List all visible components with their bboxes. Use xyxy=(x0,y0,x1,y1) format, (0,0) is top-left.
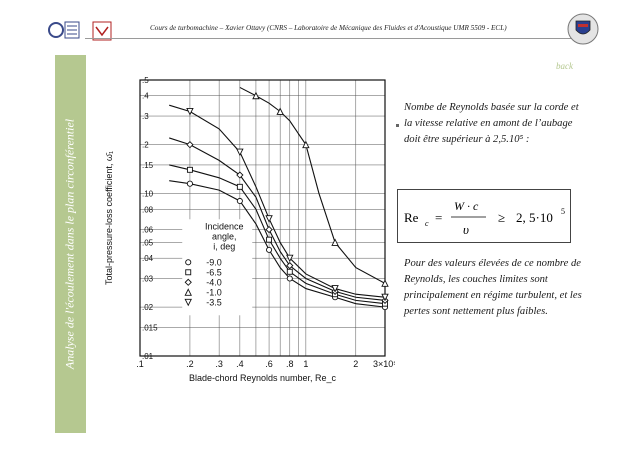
data-point xyxy=(266,247,271,252)
data-point xyxy=(287,276,292,281)
legend-entry: -9.0 xyxy=(206,257,222,268)
x-axis-title: Blade-chord Reynolds number, Re_c xyxy=(188,373,337,383)
back-link[interactable]: back xyxy=(556,61,573,71)
x-tick-label: .1 xyxy=(136,359,144,369)
data-point xyxy=(186,260,191,265)
formula-rhs: 2, 5·10 xyxy=(516,210,553,225)
ecl-crest-logo xyxy=(566,12,600,46)
data-point xyxy=(382,280,388,286)
legend-title-line: angle, xyxy=(211,231,237,242)
formula-relation: ≥ xyxy=(498,210,506,225)
legend-entry: -1.0 xyxy=(206,287,222,298)
data-point xyxy=(186,270,191,275)
y-tick-label: .08 xyxy=(142,205,154,215)
header-divider xyxy=(85,38,585,39)
legend-entry: -4.0 xyxy=(206,277,222,288)
y-tick-label: .15 xyxy=(142,160,154,170)
bullet-marker xyxy=(396,124,399,127)
course-title: Cours de turbomachine – Xavier Ottavy (CNRS – Laboratoire de Mécanique des Fluides et d'Acoustique UMR 5509 - ECL) xyxy=(150,24,507,32)
section-title: Analyse de l'écoulement dans le plan circonférentiel xyxy=(62,118,77,370)
x-tick-label: .8 xyxy=(286,359,294,369)
y-tick-label: .2 xyxy=(142,140,149,150)
x-tick-label: 1 xyxy=(303,359,309,369)
y-tick-label: .015 xyxy=(142,323,158,333)
data-point xyxy=(287,269,292,274)
y-tick-label: .4 xyxy=(142,91,149,101)
formula-denominator: υ xyxy=(463,222,469,237)
y-tick-label: .04 xyxy=(142,254,154,264)
formula-lhs-subscript: c xyxy=(425,219,429,228)
legend-entry: -6.5 xyxy=(206,267,222,278)
y-axis-title: Total-pressure-loss coefficient, ω̄₁ xyxy=(104,151,114,285)
y-tick-label: .02 xyxy=(142,303,154,313)
turbulent-regime-text: Pour des valeurs élevées de ce nombre de Reynolds, les couches limites sont principalement en régime turbulent, et les pertes sont nettement plus faibles. xyxy=(404,258,582,317)
data-point xyxy=(266,227,272,233)
x-tick-label: 3×10⁵ xyxy=(372,359,395,369)
data-point xyxy=(187,108,193,114)
y-tick-label: .06 xyxy=(142,225,154,235)
plot-frame xyxy=(140,80,385,356)
legend-title-line: i, deg xyxy=(213,241,236,252)
series-line xyxy=(240,87,385,283)
y-tick-label: .05 xyxy=(142,238,154,248)
formula-lhs: Re xyxy=(404,210,419,225)
x-tick-label: .4 xyxy=(236,359,244,369)
legend-entry: -3.5 xyxy=(206,297,222,308)
x-tick-label: 2 xyxy=(353,359,359,369)
data-point xyxy=(187,142,193,148)
x-tick-label: .6 xyxy=(265,359,273,369)
data-point xyxy=(266,216,272,222)
y-tick-label: .10 xyxy=(142,189,154,199)
reynolds-loss-chart xyxy=(100,68,395,393)
y-tick-label: .3 xyxy=(142,112,149,122)
reynolds-formula xyxy=(397,189,571,243)
formula-equals: = xyxy=(435,210,443,225)
reynolds-condition-text: Nombe de Reynolds basée sur la corde et la vitesse relative en amont de l’aubage doit être supérieur à 2,5.10⁵ : xyxy=(404,102,579,145)
data-point xyxy=(237,149,243,155)
formula-rhs-exponent: 5 xyxy=(561,207,565,216)
data-point xyxy=(237,198,242,203)
y-tick-label: .03 xyxy=(142,274,154,284)
y-tick-label: .01 xyxy=(142,352,154,361)
formula-numerator: W · c xyxy=(454,199,479,213)
y-tick-label: .5 xyxy=(142,76,149,85)
cnrs-lmfa-logo xyxy=(47,17,117,43)
data-point xyxy=(187,181,192,186)
data-point xyxy=(267,237,272,242)
x-tick-label: .2 xyxy=(186,359,194,369)
legend-title-line: Incidence xyxy=(204,221,244,232)
x-tick-label: .3 xyxy=(215,359,223,369)
data-point xyxy=(187,167,192,172)
data-point xyxy=(237,184,242,189)
